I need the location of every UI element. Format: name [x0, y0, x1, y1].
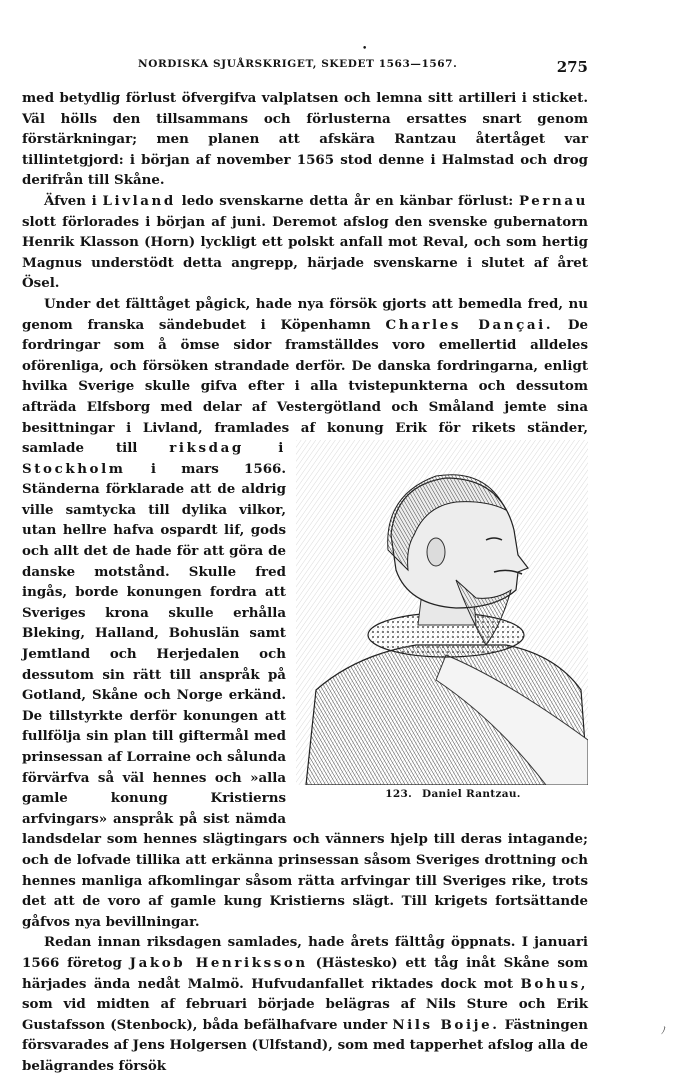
page-number: 275 — [556, 58, 588, 76]
header-mark: • — [362, 44, 368, 54]
body-text — [22, 88, 588, 1077]
spaced-term-dancai: Charles Dançai. — [385, 316, 554, 333]
text-span: (Hästesko) ett tåg inåt Skåne som härjades ända nedåt Malmö. Hufvudanfallet riktades dock mot — [22, 954, 589, 992]
corner-mark: ﾉ — [661, 1026, 666, 1037]
text-span: slott förlorades i början af juni. Deremot afslog den svenske gubernatorn Henrik Klasson (Horn) lyckligt ett polskt anfall mot Reval, och som hertig Magnus understödt detta angrepp, härjade svenskarne i slutet af året Ösel. — [22, 213, 588, 292]
paragraph-4 — [22, 932, 588, 1076]
figure-caption — [296, 784, 588, 805]
spaced-term-bohus: Bohus, — [520, 975, 588, 992]
text-span: Redan innan riksdagen samlades, hade årets fälttåg öppnats. I januari 1566 företog — [22, 934, 588, 971]
figure-caption-text: Daniel Rantzau. — [422, 787, 521, 800]
spaced-term-jakob: Jakob Henriksson — [129, 954, 308, 971]
figure-number: 123. — [385, 787, 413, 800]
text-span: som vid midten af februari började belägras af Nils Sture och Erik Gustafsson (Stenbock), båda befälhafvare under — [22, 996, 588, 1033]
spaced-term-nils: Nils Boije. — [392, 1016, 500, 1033]
paragraph-3 — [22, 294, 588, 932]
text-span: i mars 1566. Ständerna förklarade att de aldrig ville samtycka till dylika vilkor, utan hellre hafva ospardt lif, gods och allt det de hade för att göra de danske motstånd. Skulle fred ingås, borde konungen fordra att Sveriges krona skulle erhålla Bleking, Halland, Bohuslän samt Jemtland och Herjedalen och dessutom sin rätt till anspråk på Gotland, Skåne och Norge erkänd. De tillstyrkte derför konungen att fullfölja sin plan till giftermål med prinsessan af Lorraine och sålunda förvärfva så väl hennes och »alla gamle konung Kristierns arfvingars» anspråk på sist nämda landsdelar som hennes slägtingars och vänners hjelp till deras intagande; och de lofvade tillika att erkänna prinsessan såsom Sveriges drottning och hennes manliga afkomlingar såsom rätta arfvingar till Sveriges rike, trots det att de voro af gamle kung Kristierns slägt. Till krigets fortsättande gåfvos nya bevillningar. — [22, 460, 588, 930]
text-span: Under det fälttåget pågick, hade nya försök gjorts att bemedla fred, nu genom franska sändebudet i Köpenhamn — [22, 295, 588, 333]
text-span: Äfven i — [44, 192, 103, 209]
text-span: Fästningen försvarades af Jens Holgersen (Ulfstand), som med tapperhet afslog alla de belägrandes försök — [22, 1016, 589, 1074]
spaced-term-pernau: Pernau — [518, 192, 588, 209]
portrait-daniel-rantzau — [296, 440, 588, 785]
portrait-figure — [296, 440, 588, 810]
text-span: De fordringar som å ömse sidor framställdes voro emellertid alldeles oförenliga, och försöken strandade derför. De danska fordringarna, enligt hvilka Sverige skulle gifva efter i alla tvistepunkterna och dessutom afträda Elfsborg med delar af Vestergötland och Småland jemte sina besittningar i Livland, framlades af konung Erik för rikets ständer, samlade till — [22, 316, 588, 457]
spaced-term-riksdag: riksdag i Stockholm — [22, 440, 286, 477]
spaced-term-livland: Livland — [102, 192, 176, 209]
paragraph-1: med betydlig förlust öfvergifva valplatsen och lemna sitt artilleri i sticket. Väl hölls den tillsammans och förlusterna ersattes snart genom förstärkningar; men planen att afskära Rantzau återtåget var tillintetgjord: i början af november 1565 stod denne i Halmstad och drog derifrån till Skåne. — [22, 90, 588, 189]
text-span: ledo svenskarne detta år en känbar förlust: — [175, 192, 519, 209]
header-title: NORDISKA SJUÅRSKRIGET, SKEDET 1563—1567. — [138, 58, 458, 70]
paragraph-2 — [22, 191, 588, 294]
